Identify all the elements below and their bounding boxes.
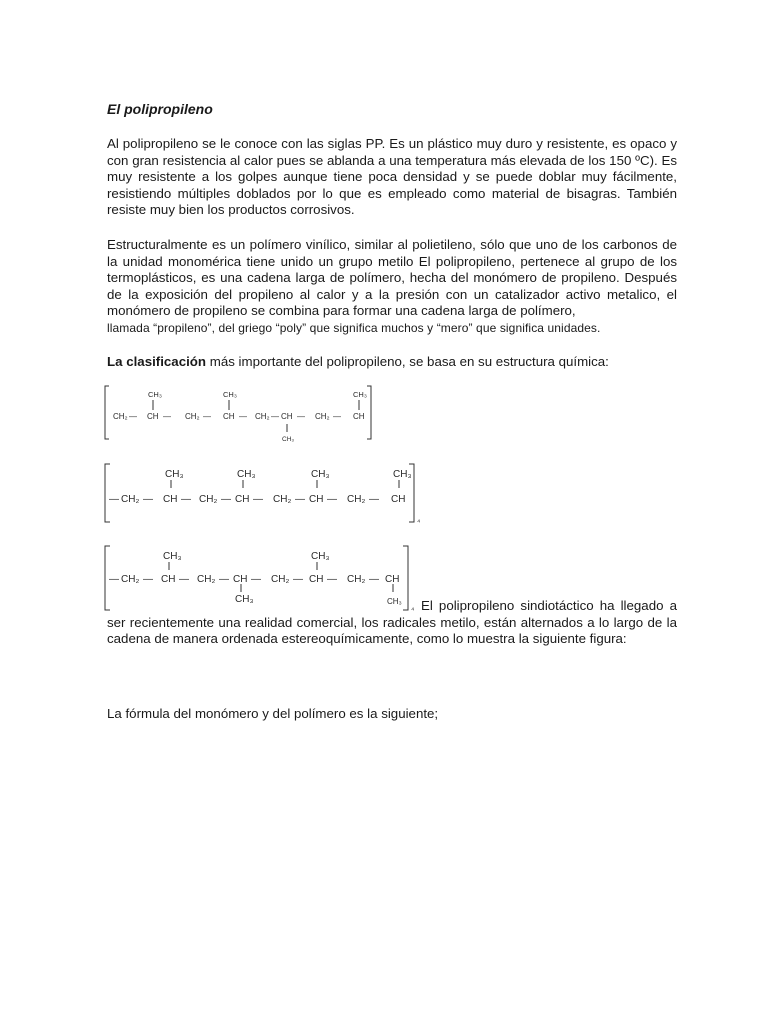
isotactic-ch-4: CH bbox=[391, 494, 406, 506]
atactic-ch-3: CH bbox=[281, 412, 293, 422]
atactic-ch3-1: CH₃ bbox=[148, 390, 162, 400]
atactic-bond-6: — bbox=[297, 412, 305, 422]
syndiotactic-ch-1: CH bbox=[161, 574, 176, 586]
syndiotactic-ch3-3: CH₃ bbox=[311, 551, 330, 563]
isotactic-ch3-2: CH₃ bbox=[237, 469, 256, 481]
atactic-ch2-2: CH₂ bbox=[185, 412, 200, 422]
atactic-bond-7: — bbox=[333, 412, 341, 422]
paragraph-structure: Estructuralmente es un polímero vinílico, similar al polietileno, sólo que uno de los carbonos de la unidad monomérica tiene unido un grupo metilo El polipropileno, pertenece al grupo de los termoplásticos, es una cadena larga de polímero, hecha del monómero de propileno. Después de la exposición del propileno al calor y a la presión con un catalizador activo metalico, el monómero de propileno se combina para formar una cadena larga de polímero, bbox=[107, 236, 677, 319]
isotactic-ch2-3: CH₂ bbox=[273, 494, 292, 506]
isotactic-bond-3: — bbox=[221, 494, 231, 506]
atactic-ch2-3: CH₂ bbox=[255, 412, 270, 422]
classification-sentence bbox=[107, 354, 677, 371]
syndiotactic-bond-1: — bbox=[143, 574, 153, 586]
atactic-ch2-1: CH₂ bbox=[113, 412, 128, 422]
atactic-structure-diagram bbox=[103, 384, 377, 444]
syndiotactic-bond-7: — bbox=[369, 574, 379, 586]
isotactic-ch3-4: CH₃ bbox=[393, 469, 412, 481]
syndiotactic-marker: ₄ bbox=[411, 603, 415, 613]
syndiotactic-ch3-2: CH₃ bbox=[235, 594, 254, 606]
atactic-ch3-3: CH₃ bbox=[282, 436, 295, 444]
isotactic-ch2-2: CH₂ bbox=[199, 494, 218, 506]
syndiotactic-bond-6: — bbox=[327, 574, 337, 586]
syndiotactic-ch2-4: CH₂ bbox=[347, 574, 366, 586]
document-page bbox=[107, 100, 677, 723]
syndiotactic-ch2-2: CH₂ bbox=[197, 574, 216, 586]
atactic-ch-4: CH bbox=[353, 412, 365, 422]
isotactic-marker: ₄ bbox=[417, 515, 421, 525]
syndiotactic-bond-3: — bbox=[219, 574, 229, 586]
isotactic-ch2-4: CH₂ bbox=[347, 494, 366, 506]
isotactic-ch3-1: CH₃ bbox=[165, 469, 184, 481]
atactic-ch3-2: CH₃ bbox=[223, 390, 237, 400]
atactic-ch-1: CH bbox=[147, 412, 159, 422]
paragraph-intro: Al polipropileno se le conoce con las siglas PP. Es un plástico muy duro y resistente, es opaco y con gran resistencia al calor pues se ablanda a una temperatura más elevada de los 150 ºC). Es muy resistente a los golpes aunque tiene poca densidad y se puede doblar muy fácilmente, resistiendo múltiples doblados por lo que es empleado como material de bisagras. También resiste muy bien los productos corrosivos. bbox=[107, 136, 677, 218]
classification-rest: más importante del polipropileno, se basa en su estructura química: bbox=[206, 353, 609, 369]
syndiotactic-ch-3: CH bbox=[309, 574, 324, 586]
atactic-ch2-4: CH₂ bbox=[315, 412, 330, 422]
isotactic-ch2-1: CH₂ bbox=[121, 494, 140, 506]
atactic-bond-3: — bbox=[203, 412, 211, 422]
syndiotactic-structure-diagram bbox=[103, 544, 419, 614]
syndiotactic-ch3-1: CH₃ bbox=[163, 551, 182, 563]
syndiotactic-ch2-1: CH₂ bbox=[121, 574, 140, 586]
isotactic-structure-diagram bbox=[103, 462, 429, 526]
syndiotactic-ch3-4: CH₃ bbox=[387, 597, 402, 607]
syndiotactic-paragraph: El polipropileno sindiotáctico ha llegado a ser recientemente una realidad comercial, los radicales metilo, están alternados a lo largo de la cadena de manera ordenada estereoquímicamente, como lo muestra la siguiente figura: bbox=[107, 598, 677, 647]
syndiotactic-ch-4: CH bbox=[385, 574, 400, 586]
isotactic-ch-2: CH bbox=[235, 494, 250, 506]
classification-bold: La clasificación bbox=[107, 353, 207, 369]
paragraph-structure-small: llamada “propileno”, del griego “poly” que significa muchos y “mero” que significa unidades. bbox=[107, 320, 601, 335]
atactic-bond-5: — bbox=[271, 412, 279, 422]
isotactic-ch-1: CH bbox=[163, 494, 178, 506]
atactic-section bbox=[107, 384, 677, 444]
isotactic-bond-1: — bbox=[143, 494, 153, 506]
isotactic-bond-5: — bbox=[295, 494, 305, 506]
isotactic-ch-3: CH bbox=[309, 494, 324, 506]
isotactic-section bbox=[107, 462, 677, 526]
isotactic-ch3-3: CH₃ bbox=[311, 469, 330, 481]
atactic-ch3-4: CH₃ bbox=[353, 390, 367, 400]
document-title: El polipropileno bbox=[107, 101, 213, 117]
syndiotactic-bond-4: — bbox=[251, 574, 261, 586]
atactic-bond-1: — bbox=[129, 412, 137, 422]
syndiotactic-section bbox=[107, 544, 677, 648]
syndiotactic-ch2-3: CH₂ bbox=[271, 574, 290, 586]
isotactic-bond-4: — bbox=[253, 494, 263, 506]
isotactic-bond-7: — bbox=[369, 494, 379, 506]
syndiotactic-bond-5: — bbox=[293, 574, 303, 586]
atactic-bond-2: — bbox=[163, 412, 171, 422]
isotactic-bond-2: — bbox=[181, 494, 191, 506]
atactic-ch-2: CH bbox=[223, 412, 235, 422]
syndiotactic-ch-2: CH bbox=[233, 574, 248, 586]
formula-sentence: La fórmula del monómero y del polímero es la siguiente; bbox=[107, 705, 439, 721]
isotactic-bond-6: — bbox=[327, 494, 337, 506]
isotactic-bond-0: — bbox=[109, 494, 119, 506]
atactic-bond-4: — bbox=[239, 412, 247, 422]
syndiotactic-bond-0: — bbox=[109, 574, 119, 586]
syndiotactic-bond-2: — bbox=[179, 574, 189, 586]
